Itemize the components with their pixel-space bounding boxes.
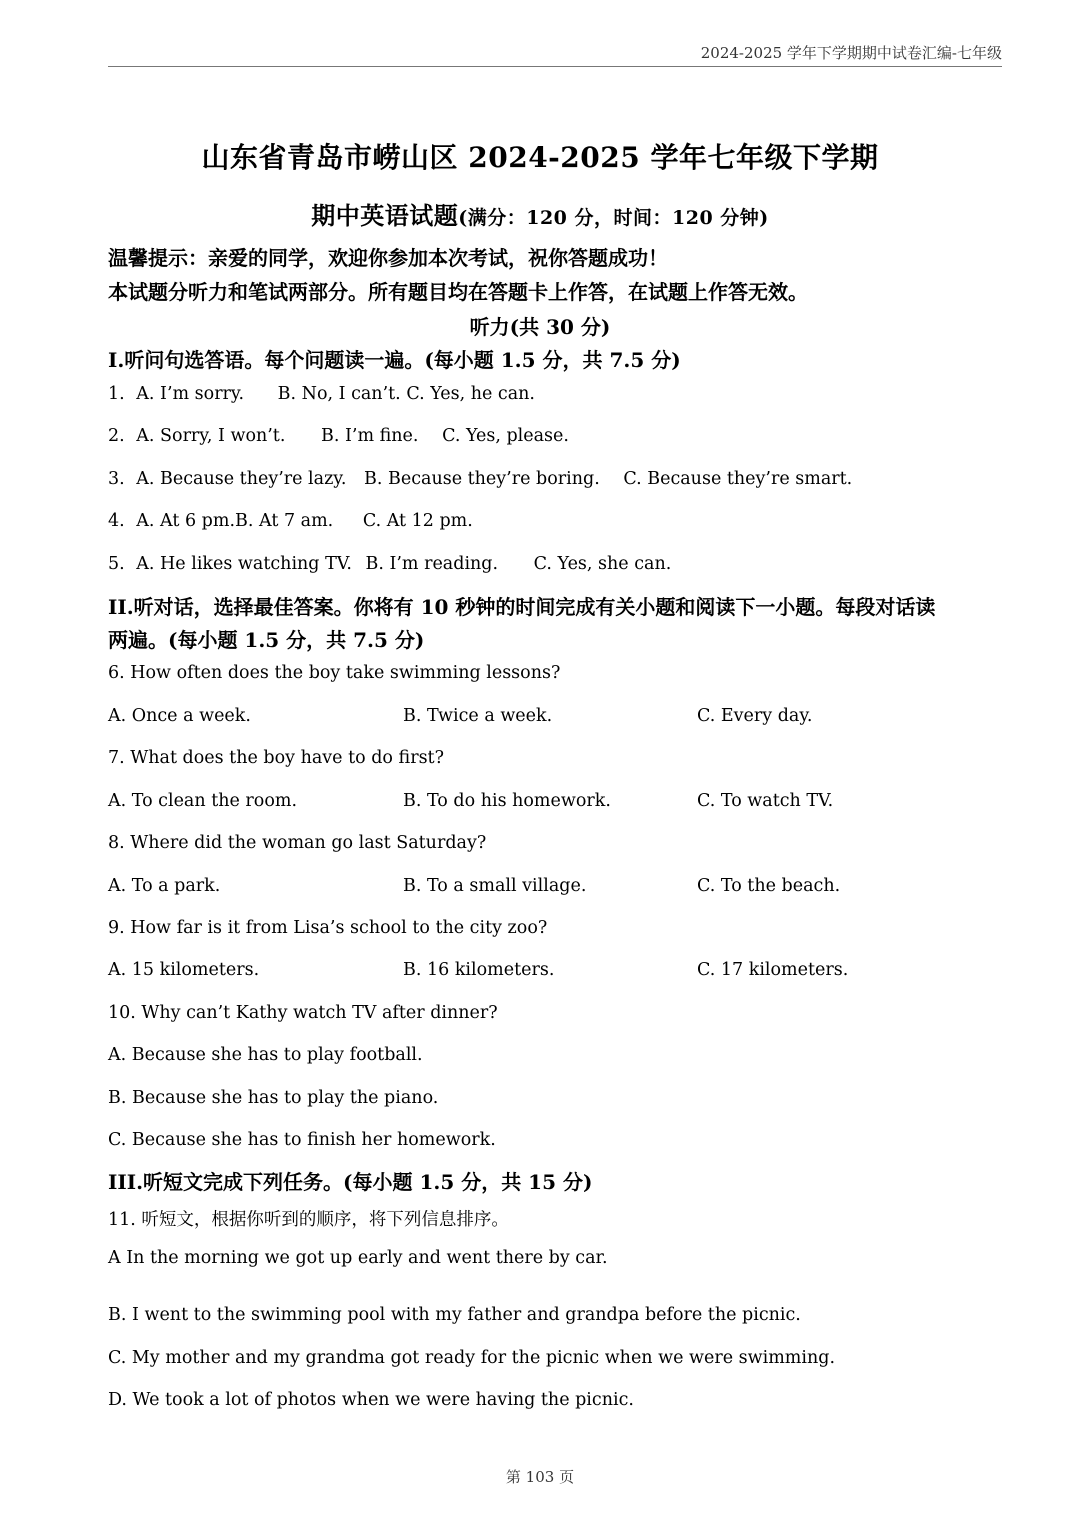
q8-option-a: A. To a park. <box>108 876 221 896</box>
sort-item-a: A In the morning we got up early and went there by car. <box>108 1248 608 1268</box>
option-c: C. Yes, she can. <box>533 554 672 574</box>
question-11: 11. 听短文，根据你听到的顺序，将下列信息排序。 <box>108 1210 509 1230</box>
question-9: 9. How far is it from Lisa’s school to the city zoo? <box>108 918 548 938</box>
q6-option-a: A. Once a week. <box>108 706 251 726</box>
section2-heading-line1: II.听对话，选择最佳答案。你将有 10 秒钟的时间完成有关小题和阅读下一小题。每段对话读 <box>108 595 936 619</box>
running-header: 2024-2025 学年下学期期中试卷汇编-七年级 <box>700 44 1002 62</box>
listening-heading: 听力(共 30 分) <box>469 315 611 339</box>
option-c: C. Yes, please. <box>442 426 569 446</box>
option-a: A. Because they’re lazy. <box>136 469 347 489</box>
question-5 <box>108 554 671 574</box>
exam-title: 山东省青岛市崂山区 2024-2025 学年七年级下学期 <box>201 141 879 174</box>
q6-option-b: B. Twice a week. <box>403 706 553 726</box>
sort-item-d: D. We took a lot of photos when we were having the picnic. <box>108 1390 634 1410</box>
exam-subtitle-main: 期中英语试题 <box>311 201 459 230</box>
option-b: B. Because they’re boring. <box>364 469 600 489</box>
page-number: 第 103 页 <box>505 1468 575 1486</box>
sort-item-b: B. I went to the swimming pool with my father and grandpa before the picnic. <box>108 1305 801 1325</box>
q6-option-c: C. Every day. <box>697 706 813 726</box>
option-b: B. I’m fine. <box>321 426 419 446</box>
option-c: C. Yes, he can. <box>406 384 535 404</box>
option-a: A. Sorry, I won’t. <box>136 426 286 446</box>
q9-option-a: A. 15 kilometers. <box>108 960 260 980</box>
option-b: B. I’m reading. <box>365 554 499 574</box>
option-a: A. He likes watching TV. <box>136 554 352 574</box>
section2-heading-line2: 两遍。(每小题 1.5 分，共 7.5 分) <box>108 628 425 652</box>
question-6: 6. How often does the boy take swimming lessons? <box>108 663 561 683</box>
question-4 <box>108 511 473 531</box>
question-number: 5. <box>108 554 125 574</box>
option-c: C. Because they’re smart. <box>623 469 853 489</box>
q9-option-c: C. 17 kilometers. <box>697 960 849 980</box>
question-number: 1. <box>108 384 125 404</box>
option-b: B. No, I can’t. <box>277 384 401 404</box>
question-10: 10. Why can’t Kathy watch TV after dinner? <box>108 1003 498 1023</box>
option-a: A. At 6 pm. <box>136 511 236 531</box>
section3-heading: III.听短文完成下列任务。(每小题 1.5 分，共 15 分) <box>108 1170 593 1194</box>
section1-heading: I.听问句选答语。每个问题读一遍。(每小题 1.5 分，共 7.5 分) <box>108 348 681 372</box>
question-number: 4. <box>108 511 125 531</box>
tip-line: 温馨提示：亲爱的同学，欢迎你参加本次考试，祝你答题成功！ <box>108 246 668 270</box>
q7-option-a: A. To clean the room. <box>108 791 298 811</box>
exam-score-time: (满分：120 分，时间：120 分钟) <box>458 207 769 229</box>
question-2 <box>108 426 569 446</box>
header-divider <box>108 66 1002 67</box>
instruction-line: 本试题分听力和笔试两部分。所有题目均在答题卡上作答，在试题上作答无效。 <box>108 280 808 304</box>
q7-option-c: C. To watch TV. <box>697 791 834 811</box>
option-a: A. I’m sorry. <box>136 384 245 404</box>
option-b: B. At 7 am. <box>235 511 334 531</box>
q10-option-a: A. Because she has to play football. <box>108 1045 423 1065</box>
q10-option-c: C. Because she has to finish her homework. <box>108 1130 496 1150</box>
question-7: 7. What does the boy have to do first? <box>108 748 444 768</box>
question-3 <box>108 469 852 489</box>
q10-option-b: B. Because she has to play the piano. <box>108 1088 439 1108</box>
exam-subtitle <box>0 196 1080 231</box>
sort-item-c: C. My mother and my grandma got ready for the picnic when we were swimming. <box>108 1348 836 1368</box>
question-number: 2. <box>108 426 125 446</box>
question-1 <box>108 384 535 404</box>
question-8: 8. Where did the woman go last Saturday? <box>108 833 487 853</box>
q8-option-b: B. To a small village. <box>403 876 587 896</box>
option-c: C. At 12 pm. <box>362 511 473 531</box>
question-number: 3. <box>108 469 125 489</box>
q9-option-b: B. 16 kilometers. <box>403 960 555 980</box>
q7-option-b: B. To do his homework. <box>403 791 611 811</box>
q8-option-c: C. To the beach. <box>697 876 841 896</box>
